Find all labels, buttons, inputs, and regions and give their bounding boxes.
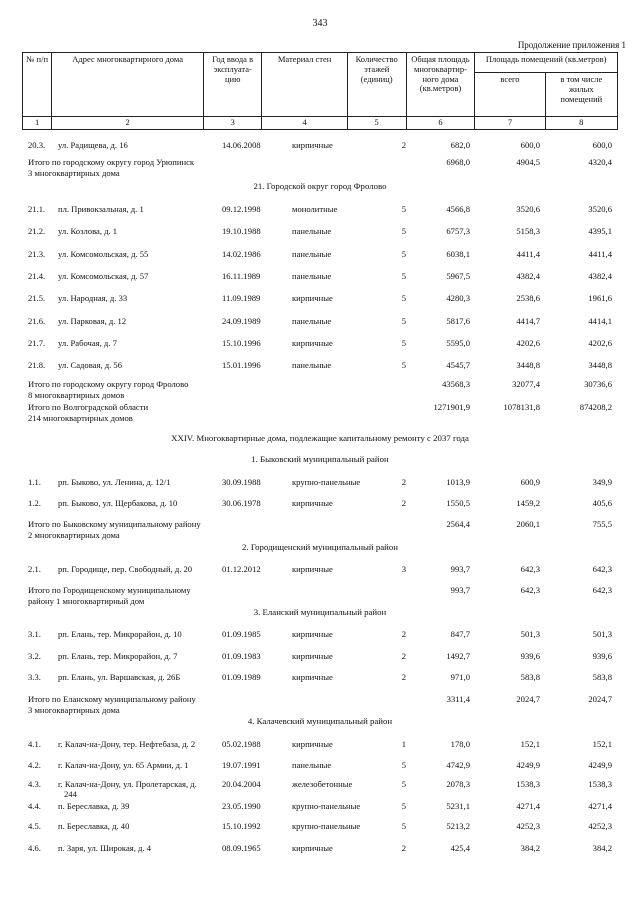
row-material: кирпичные — [292, 672, 333, 682]
row-total-area: 425,4 — [450, 843, 470, 853]
row-premises-area: 4252,3 — [516, 821, 540, 831]
header-col-all: всего — [475, 73, 545, 117]
subtotal-premises-area: 4904,5 — [516, 157, 540, 167]
row-number: 1.2. — [28, 498, 41, 508]
row-number: 21.6. — [28, 316, 46, 326]
row-premises-area: 583,8 — [520, 672, 540, 682]
header-col-address: Адрес многоквартирного дома — [52, 53, 204, 117]
row-year: 01.09.1983 — [222, 651, 261, 661]
col-num-4: 4 — [262, 117, 347, 130]
row-address: пл. Привокзальная, д. 1 — [58, 204, 144, 214]
row-material: кирпичные — [292, 498, 333, 508]
table-row — [0, 628, 640, 640]
table-row — [0, 759, 640, 771]
subtotal-total-area: 43568,3 — [442, 379, 470, 389]
row-total-area: 4545,7 — [446, 360, 470, 370]
header-col-total-area: Общая площадь многоквартир-ного дома (кв.метров) — [406, 53, 475, 117]
header-col-floors: Количество этажей (единиц) — [347, 53, 406, 117]
subtotal-total-area: 2564,4 — [446, 519, 470, 529]
row-number: 21.8. — [28, 360, 46, 370]
row-total-area: 5213,2 — [446, 821, 470, 831]
subtotal-residential-area: 755,5 — [592, 519, 612, 529]
row-address: ул. Народная, д. 33 — [58, 293, 128, 303]
row-address: рп. Елань, ул. Варшавская, д. 26Б — [58, 672, 181, 682]
row-residential-area: 3520,6 — [588, 204, 612, 214]
row-address: г. Калач-на-Дону, ул. 65 Армии, д. 1 — [58, 760, 189, 770]
subtotal-count: району 1 многоквартирный дом — [28, 596, 145, 606]
subtotal-label: Итого по Быковскому муниципальному району — [28, 519, 201, 529]
total-residential-area: 874208,2 — [579, 402, 612, 412]
row-floors: 5 — [401, 821, 406, 831]
row-year: 16.11.1989 — [222, 271, 261, 281]
row-address: ул. Комсомольская, д. 57 — [58, 271, 149, 281]
row-premises-area: 600,0 — [520, 140, 540, 150]
table-row — [0, 139, 640, 151]
row-residential-area: 4411,4 — [588, 249, 612, 259]
row-residential-area: 405,6 — [592, 498, 612, 508]
row-residential-area: 4395,1 — [588, 226, 612, 236]
header-col-year: Год ввода в эксплуата-цию — [203, 53, 261, 117]
row-residential-area: 642,3 — [592, 564, 612, 574]
subtotal-residential-area: 2024,7 — [588, 694, 612, 704]
row-number: 4.4. — [28, 801, 41, 811]
row-premises-area: 1538,3 — [516, 779, 540, 789]
col-num-8: 8 — [545, 117, 617, 130]
row-floors: 2 — [401, 651, 406, 661]
table-row — [0, 842, 640, 854]
row-number: 4.2. — [28, 760, 41, 770]
table-row — [0, 359, 640, 371]
row-year: 19.07.1991 — [222, 760, 261, 770]
row-number: 1.1. — [28, 477, 41, 487]
row-year: 01.12.2012 — [222, 564, 261, 574]
row-address: ул. Парковая, д. 12 — [58, 316, 127, 326]
subtotal-count: 8 многоквартирных домов — [28, 390, 125, 400]
row-material: монолитные — [292, 204, 338, 214]
col-num-5: 5 — [347, 117, 406, 130]
row-floors: 5 — [401, 338, 406, 348]
subtotal-residential-area: 30736,6 — [584, 379, 612, 389]
col-num-3: 3 — [203, 117, 261, 130]
subtotal-premises-area: 32077,4 — [512, 379, 540, 389]
row-floors: 5 — [401, 360, 406, 370]
table-row — [0, 800, 640, 812]
section-heading-xxiv: XXIV. Многоквартирные дома, подлежащие капитальному ремонту с 2037 года — [171, 433, 469, 443]
row-residential-area: 4414,1 — [588, 316, 612, 326]
subtotal-label: Итого по городскому округу город Фролово — [28, 379, 189, 389]
row-year: 11.09.1989 — [222, 293, 261, 303]
row-total-area: 5231,1 — [446, 801, 470, 811]
table-row-continuation — [0, 788, 640, 800]
page-number: 343 — [312, 18, 328, 29]
col-num-7: 7 — [475, 117, 545, 130]
row-total-area: 971,0 — [450, 672, 470, 682]
row-number: 4.6. — [28, 843, 41, 853]
row-floors: 5 — [401, 226, 406, 236]
row-address: ул. Комсомольская, д. 55 — [58, 249, 149, 259]
row-material: железобетонные — [292, 779, 353, 789]
col-num-2: 2 — [52, 117, 204, 130]
row-premises-area: 4271,4 — [516, 801, 540, 811]
row-floors: 5 — [401, 801, 406, 811]
subtotal-residential-area: 642,3 — [592, 585, 612, 595]
row-address: п. Береславка, д. 40 — [58, 821, 130, 831]
row-year: 15.10.1992 — [222, 821, 261, 831]
table-row — [0, 820, 640, 832]
row-total-area: 5595,0 — [446, 338, 470, 348]
row-premises-area: 4202,6 — [516, 338, 540, 348]
row-total-area: 4566,8 — [446, 204, 470, 214]
row-residential-area: 384,2 — [592, 843, 612, 853]
total-count: 214 многоквартирных домов — [28, 413, 133, 423]
row-number: 3.3. — [28, 672, 41, 682]
row-premises-area: 600,9 — [520, 477, 540, 487]
section-heading-frolovo: 21. Городской округ город Фролово — [253, 181, 387, 191]
table-row — [0, 225, 640, 237]
col-num-1: 1 — [23, 117, 52, 130]
row-total-area: 4742,9 — [446, 760, 470, 770]
row-address: г. Калач-на-Дону, ул. Пролетарская, д. — [58, 779, 197, 789]
row-floors: 2 — [401, 498, 406, 508]
row-number: 21.7. — [28, 338, 46, 348]
total-premises-area: 1078131,8 — [503, 402, 540, 412]
row-address: рп. Елань, тер. Микрорайон, д. 7 — [58, 651, 178, 661]
row-address: рп. Городище, пер. Свободный, д. 20 — [58, 564, 193, 574]
row-premises-area: 642,3 — [520, 564, 540, 574]
row-address: п. Береславка, д. 39 — [58, 801, 130, 811]
subtotal-label: Итого по городскому округу город Урюпинск — [28, 157, 195, 167]
row-residential-area: 4249,9 — [588, 760, 612, 770]
row-floors: 2 — [401, 477, 406, 487]
row-material: кирпичные — [292, 564, 333, 574]
table-row — [0, 315, 640, 327]
row-premises-area: 5158,3 — [516, 226, 540, 236]
row-address: ул. Козлова, д. 1 — [58, 226, 118, 236]
row-year: 09.12.1998 — [222, 204, 261, 214]
row-total-area: 5967,5 — [446, 271, 470, 281]
table-row — [0, 476, 640, 488]
subtotal-count: 2 многоквартирных дома — [28, 530, 120, 540]
total-total-area: 1271901,9 — [433, 402, 470, 412]
row-floors: 5 — [401, 779, 406, 789]
row-floors: 5 — [401, 293, 406, 303]
row-year: 15.01.1996 — [222, 360, 261, 370]
subtotal-residential-area: 4320,4 — [588, 157, 612, 167]
table-row — [0, 650, 640, 662]
row-residential-area: 4202,6 — [588, 338, 612, 348]
row-material: крупно-панельные — [292, 801, 361, 811]
row-total-area: 993,7 — [450, 564, 470, 574]
row-year: 23.05.1990 — [222, 801, 261, 811]
header-col-material: Материал стен — [262, 53, 347, 117]
row-premises-area: 939,6 — [520, 651, 540, 661]
continuation-note: Продолжение приложения 1 — [517, 40, 626, 50]
row-floors: 2 — [401, 672, 406, 682]
row-year: 05.02.1988 — [222, 739, 261, 749]
section-heading-bykovsky: 1. Быковский муниципальный район — [251, 454, 389, 464]
total-label: Итого по Волгоградской области — [28, 402, 149, 412]
row-premises-area: 501,3 — [520, 629, 540, 639]
row-year: 19.10.1988 — [222, 226, 261, 236]
row-floors: 5 — [401, 271, 406, 281]
row-total-area: 6757,3 — [446, 226, 470, 236]
table-row — [0, 203, 640, 215]
row-year: 30.06.1978 — [222, 498, 261, 508]
row-premises-area: 384,2 — [520, 843, 540, 853]
row-residential-area: 583,8 — [592, 672, 612, 682]
row-total-area: 6038,1 — [446, 249, 470, 259]
row-material: панельные — [292, 249, 332, 259]
row-premises-area: 152,1 — [520, 739, 540, 749]
table-row — [0, 497, 640, 509]
row-residential-area: 4271,4 — [588, 801, 612, 811]
row-residential-area: 349,9 — [592, 477, 612, 487]
row-residential-area: 4252,3 — [588, 821, 612, 831]
row-number: 3.1. — [28, 629, 41, 639]
row-premises-area: 4414,7 — [516, 316, 540, 326]
row-number: 21.4. — [28, 271, 46, 281]
subtotal-label: Итого по Еланскому муниципальному району — [28, 694, 196, 704]
row-premises-area: 4411,4 — [516, 249, 540, 259]
subtotal-count: 3 многоквартирных дома — [28, 168, 120, 178]
header-col-number: № п/п — [23, 53, 52, 117]
row-material: панельные — [292, 271, 332, 281]
row-residential-area: 1538,3 — [588, 779, 612, 789]
section-heading-kalach: 4. Калачевский муниципальный район — [247, 716, 393, 726]
row-material: кирпичные — [292, 739, 333, 749]
row-material: панельные — [292, 360, 332, 370]
row-material: крупно-панельные — [292, 821, 361, 831]
row-residential-area: 4382,4 — [588, 271, 612, 281]
row-material: панельные — [292, 316, 332, 326]
row-floors: 5 — [401, 204, 406, 214]
row-year: 01.09.1989 — [222, 672, 261, 682]
table-row — [0, 671, 640, 683]
row-material: кирпичные — [292, 629, 333, 639]
row-year: 14.06.2008 — [222, 140, 261, 150]
row-residential-area: 501,3 — [592, 629, 612, 639]
row-material: кирпичные — [292, 651, 333, 661]
row-total-area: 1492,7 — [446, 651, 470, 661]
subtotal-label: Итого по Городищенскому муниципальному — [28, 585, 191, 595]
row-address: ул. Радищева, д. 16 — [58, 140, 128, 150]
subtotal-count: 3 многоквартирных дома — [28, 705, 120, 715]
row-residential-area: 1961,6 — [588, 293, 612, 303]
row-number: 4.3. — [28, 779, 41, 789]
row-number: 21.3. — [28, 249, 46, 259]
row-address: ул. Садовая, д. 56 — [58, 360, 122, 370]
row-address: ул. Рабочая, д. 7 — [58, 338, 117, 348]
row-number: 21.5. — [28, 293, 46, 303]
row-year: 14.02.1986 — [222, 249, 261, 259]
row-premises-area: 4249,9 — [516, 760, 540, 770]
row-premises-area: 3520,6 — [516, 204, 540, 214]
row-number: 21.2. — [28, 226, 46, 236]
row-floors: 5 — [401, 249, 406, 259]
table-header — [22, 52, 618, 130]
row-total-area: 4280,3 — [446, 293, 470, 303]
header-col-residential: в том числе жилых помещений — [545, 73, 617, 117]
row-number: 20.3. — [28, 140, 46, 150]
subtotal-total-area: 6968,0 — [446, 157, 470, 167]
section-heading-gorodishche: 2. Городищенский муниципальный район — [242, 542, 398, 552]
row-material: крупно-панельные — [292, 477, 361, 487]
row-floors: 5 — [401, 316, 406, 326]
row-year: 20.04.2004 — [222, 779, 261, 789]
row-residential-area: 3448,8 — [588, 360, 612, 370]
row-total-area: 2078,3 — [446, 779, 470, 789]
row-year: 24.09.1989 — [222, 316, 261, 326]
col-num-6: 6 — [406, 117, 475, 130]
row-material: панельные — [292, 226, 332, 236]
table-row — [0, 292, 640, 304]
row-number: 4.1. — [28, 739, 41, 749]
row-number: 4.5. — [28, 821, 41, 831]
row-year: 15.10.1996 — [222, 338, 261, 348]
row-material: кирпичные — [292, 338, 333, 348]
row-premises-area: 4382,4 — [516, 271, 540, 281]
row-total-area: 178,0 — [450, 739, 470, 749]
subtotal-premises-area: 2060,1 — [516, 519, 540, 529]
row-total-area: 682,0 — [450, 140, 470, 150]
row-premises-area: 3448,8 — [516, 360, 540, 370]
row-address: рп. Елань, тер. Микрорайон, д. 10 — [58, 629, 182, 639]
row-floors: 2 — [401, 629, 406, 639]
subtotal-total-area: 3311,4 — [446, 694, 470, 704]
table-row — [0, 248, 640, 260]
subtotal-premises-area: 642,3 — [520, 585, 540, 595]
row-material: кирпичные — [292, 140, 333, 150]
row-address: п. Заря, ул. Широкая, д. 4 — [58, 843, 152, 853]
section-heading-elansky: 3. Еланский муниципальный район — [253, 607, 387, 617]
subtotal-premises-area: 2024,7 — [516, 694, 540, 704]
table-row — [0, 563, 640, 575]
row-residential-area: 600,0 — [592, 140, 612, 150]
row-floors: 2 — [401, 140, 406, 150]
row-total-area: 5817,6 — [446, 316, 470, 326]
row-floors: 5 — [401, 760, 406, 770]
table-row — [0, 270, 640, 282]
row-residential-area: 939,6 — [592, 651, 612, 661]
row-total-area: 1550,5 — [446, 498, 470, 508]
row-floors: 1 — [401, 739, 406, 749]
table-row — [0, 738, 640, 750]
subtotal-total-area: 993,7 — [450, 585, 470, 595]
row-premises-area: 2538,6 — [516, 293, 540, 303]
row-address-continuation: 244 — [64, 789, 77, 799]
row-year: 30.09.1988 — [222, 477, 261, 487]
row-year: 01.09.1985 — [222, 629, 261, 639]
row-total-area: 847,7 — [450, 629, 470, 639]
row-number: 2.1. — [28, 564, 41, 574]
row-floors: 2 — [401, 843, 406, 853]
row-material: панельные — [292, 760, 332, 770]
row-material: кирпичные — [292, 293, 333, 303]
row-address: г. Калач-на-Дону, тер. Нефтебаза, д. 2 — [58, 739, 196, 749]
row-number: 3.2. — [28, 651, 41, 661]
row-year: 08.09.1965 — [222, 843, 261, 853]
row-residential-area: 152,1 — [592, 739, 612, 749]
row-address: рп. Быково, ул. Ленина, д. 12/1 — [58, 477, 171, 487]
row-premises-area: 1459,2 — [516, 498, 540, 508]
row-total-area: 1013,9 — [446, 477, 470, 487]
table-row — [0, 337, 640, 349]
row-address: рп. Быково, ул. Щербакова, д. 10 — [58, 498, 178, 508]
header-col-premises-area: Площадь помещений (кв.метров) — [475, 53, 618, 73]
row-number: 21.1. — [28, 204, 46, 214]
row-floors: 3 — [401, 564, 406, 574]
row-material: кирпичные — [292, 843, 333, 853]
